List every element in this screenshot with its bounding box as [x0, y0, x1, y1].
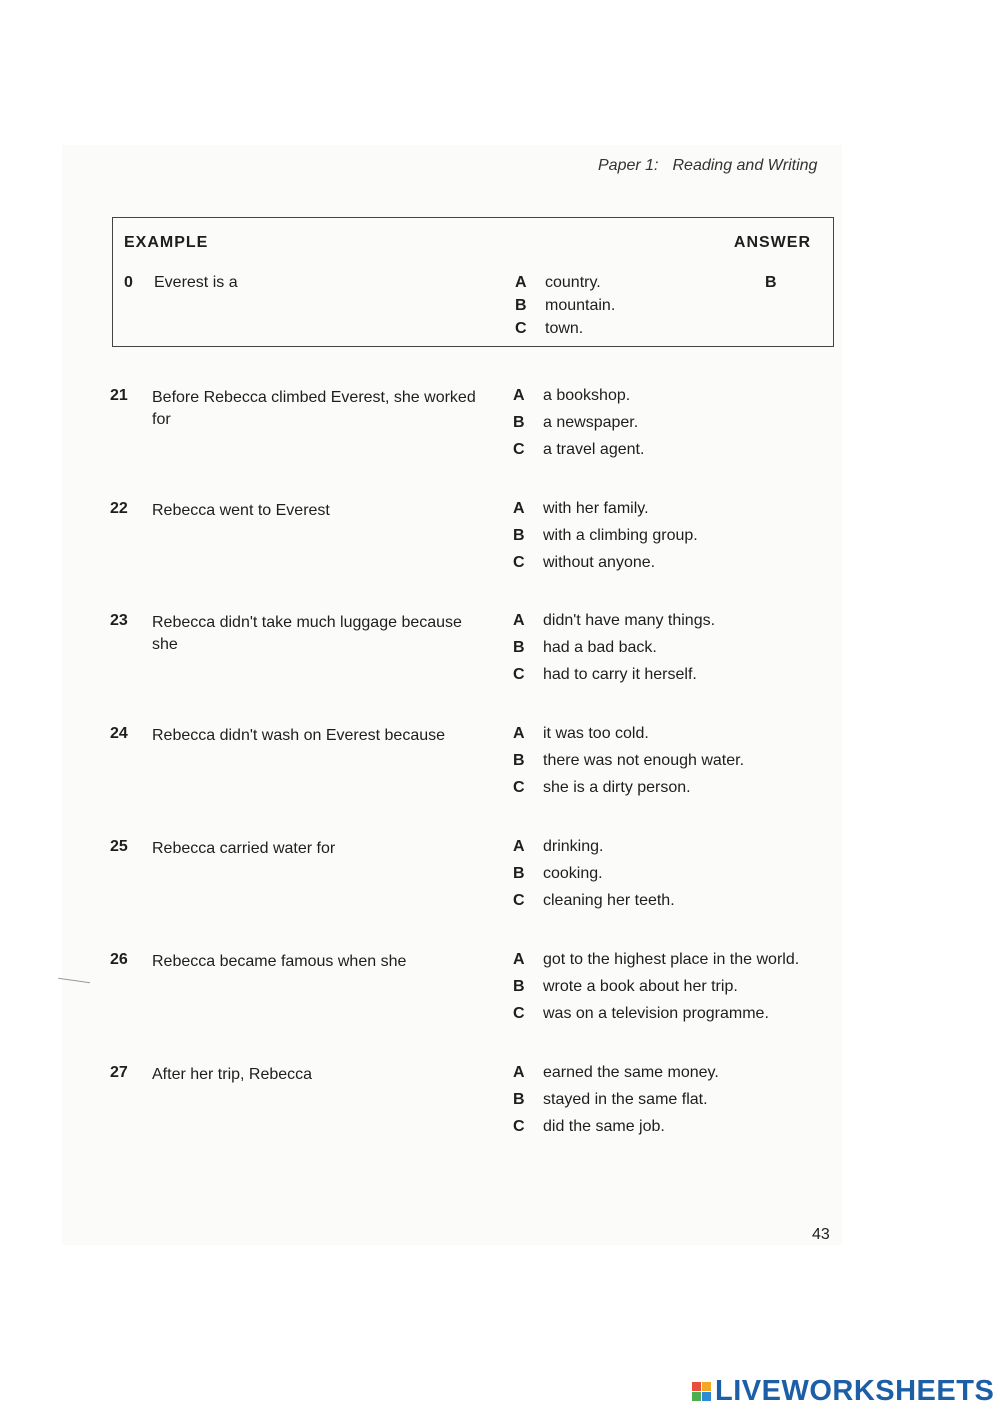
answer-option[interactable] [513, 838, 675, 865]
question-number: 25 [110, 838, 128, 855]
option-text: there was not enough water. [543, 752, 745, 769]
example-option [515, 274, 615, 297]
question-stem: After her trip, Rebecca [152, 1066, 313, 1083]
option-letter: A [513, 500, 525, 517]
question-options [513, 387, 644, 468]
option-letter: A [513, 951, 525, 968]
answer-title: ANSWER [733, 234, 811, 251]
example-answer: B [765, 274, 777, 291]
option-text: a travel agent. [543, 441, 645, 458]
example-option [515, 297, 615, 320]
option-text: did the same job. [543, 1118, 665, 1135]
answer-option[interactable] [513, 779, 744, 806]
answer-option[interactable] [513, 865, 675, 892]
paper-header [598, 157, 817, 175]
question-options [513, 951, 799, 1032]
option-text: a newspaper. [543, 414, 639, 431]
answer-option[interactable] [513, 1118, 719, 1145]
option-letter: C [513, 441, 525, 458]
question-options [513, 725, 744, 806]
answer-option[interactable] [513, 951, 799, 978]
question-26 [110, 951, 840, 1051]
answer-option[interactable] [513, 892, 675, 919]
option-text: got to the highest place in the world. [543, 951, 800, 968]
option-letter: B [513, 527, 525, 544]
option-text: with her family. [543, 500, 649, 517]
example-options [515, 274, 615, 343]
example-title: EXAMPLE [124, 234, 209, 251]
option-letter: B [513, 978, 525, 995]
question-21 [110, 387, 840, 487]
answer-option[interactable] [513, 978, 799, 1005]
option-text: wrote a book about her trip. [543, 978, 738, 995]
answer-option[interactable] [513, 725, 744, 752]
option-text: didn't have many things. [543, 612, 716, 629]
question-number: 21 [110, 387, 128, 404]
question-number: 22 [110, 500, 128, 517]
option-text: earned the same money. [543, 1064, 719, 1081]
option-letter: C [513, 779, 525, 796]
option-text: it was too cold. [543, 725, 649, 742]
question-stem: Rebecca became famous when she [152, 953, 407, 970]
question-stem: Rebecca didn't take much luggage because she [152, 614, 462, 653]
question-25 [110, 838, 840, 938]
question-24 [110, 725, 840, 825]
option-text: cleaning her teeth. [543, 892, 675, 909]
question-27 [110, 1064, 840, 1164]
option-letter: A [513, 387, 525, 404]
question-23 [110, 612, 840, 712]
option-text: had a bad back. [543, 639, 657, 656]
example-number: 0 [124, 274, 133, 291]
option-letter: B [513, 865, 525, 882]
answer-option[interactable] [513, 441, 644, 468]
question-stem: Rebecca didn't wash on Everest because [152, 727, 446, 744]
answer-option[interactable] [513, 414, 644, 441]
question-number: 26 [110, 951, 128, 968]
answer-option[interactable] [513, 500, 698, 527]
option-letter: A [513, 612, 525, 629]
answer-option[interactable] [513, 527, 698, 554]
question-number: 23 [110, 612, 128, 629]
question-options [513, 500, 698, 581]
question-options [513, 1064, 719, 1145]
question-stem: Rebecca carried water for [152, 840, 336, 857]
option-letter: A [513, 725, 525, 742]
option-letter: C [513, 554, 525, 571]
answer-option[interactable] [513, 387, 644, 414]
option-letter: A [513, 1064, 525, 1081]
question-stem: Before Rebecca climbed Everest, she worked for [152, 389, 476, 428]
example-stem: Everest is a [154, 274, 238, 291]
option-text: drinking. [543, 838, 604, 855]
option-text: without anyone. [543, 554, 656, 571]
option-text: mountain. [545, 297, 616, 314]
question-stem: Rebecca went to Everest [152, 502, 330, 519]
question-22 [110, 500, 840, 600]
option-text: was on a television programme. [543, 1005, 769, 1022]
answer-option[interactable] [513, 639, 715, 666]
option-text: cooking. [543, 865, 603, 882]
answer-option[interactable] [513, 1091, 719, 1118]
answer-option[interactable] [513, 1064, 719, 1091]
liveworksheets-logo [692, 1375, 994, 1408]
answer-option[interactable] [513, 612, 715, 639]
question-number: 24 [110, 725, 128, 742]
section-label: Reading and Writing [672, 157, 818, 174]
question-options [513, 612, 715, 693]
answer-option[interactable] [513, 666, 715, 693]
question-options [513, 838, 675, 919]
option-letter: A [513, 838, 525, 855]
option-text: a bookshop. [543, 387, 631, 404]
option-text: she is a dirty person. [543, 779, 691, 796]
logo-text: LIVEWORKSHEETS [715, 1375, 995, 1407]
answer-option[interactable] [513, 1005, 799, 1032]
option-text: had to carry it herself. [543, 666, 697, 683]
option-text: stayed in the same flat. [543, 1091, 708, 1108]
page-number: 43 [812, 1226, 830, 1243]
example-option [515, 320, 615, 343]
example-box [112, 217, 834, 347]
paper-label: Paper 1: [598, 157, 659, 174]
answer-option[interactable] [513, 554, 698, 581]
option-letter: B [513, 414, 525, 431]
logo-grid-icon [692, 1382, 711, 1401]
answer-option[interactable] [513, 752, 744, 779]
question-number: 27 [110, 1064, 128, 1081]
option-letter: B [513, 752, 525, 769]
option-letter: C [515, 320, 527, 337]
option-letter: C [513, 666, 525, 683]
option-letter: B [513, 1091, 525, 1108]
option-text: country. [545, 274, 601, 291]
option-text: town. [545, 320, 584, 337]
option-letter: B [513, 639, 525, 656]
option-letter: C [513, 892, 525, 909]
option-letter: B [515, 297, 527, 314]
option-letter: A [515, 274, 527, 291]
option-text: with a climbing group. [543, 527, 698, 544]
option-letter: C [513, 1005, 525, 1022]
option-letter: C [513, 1118, 525, 1135]
